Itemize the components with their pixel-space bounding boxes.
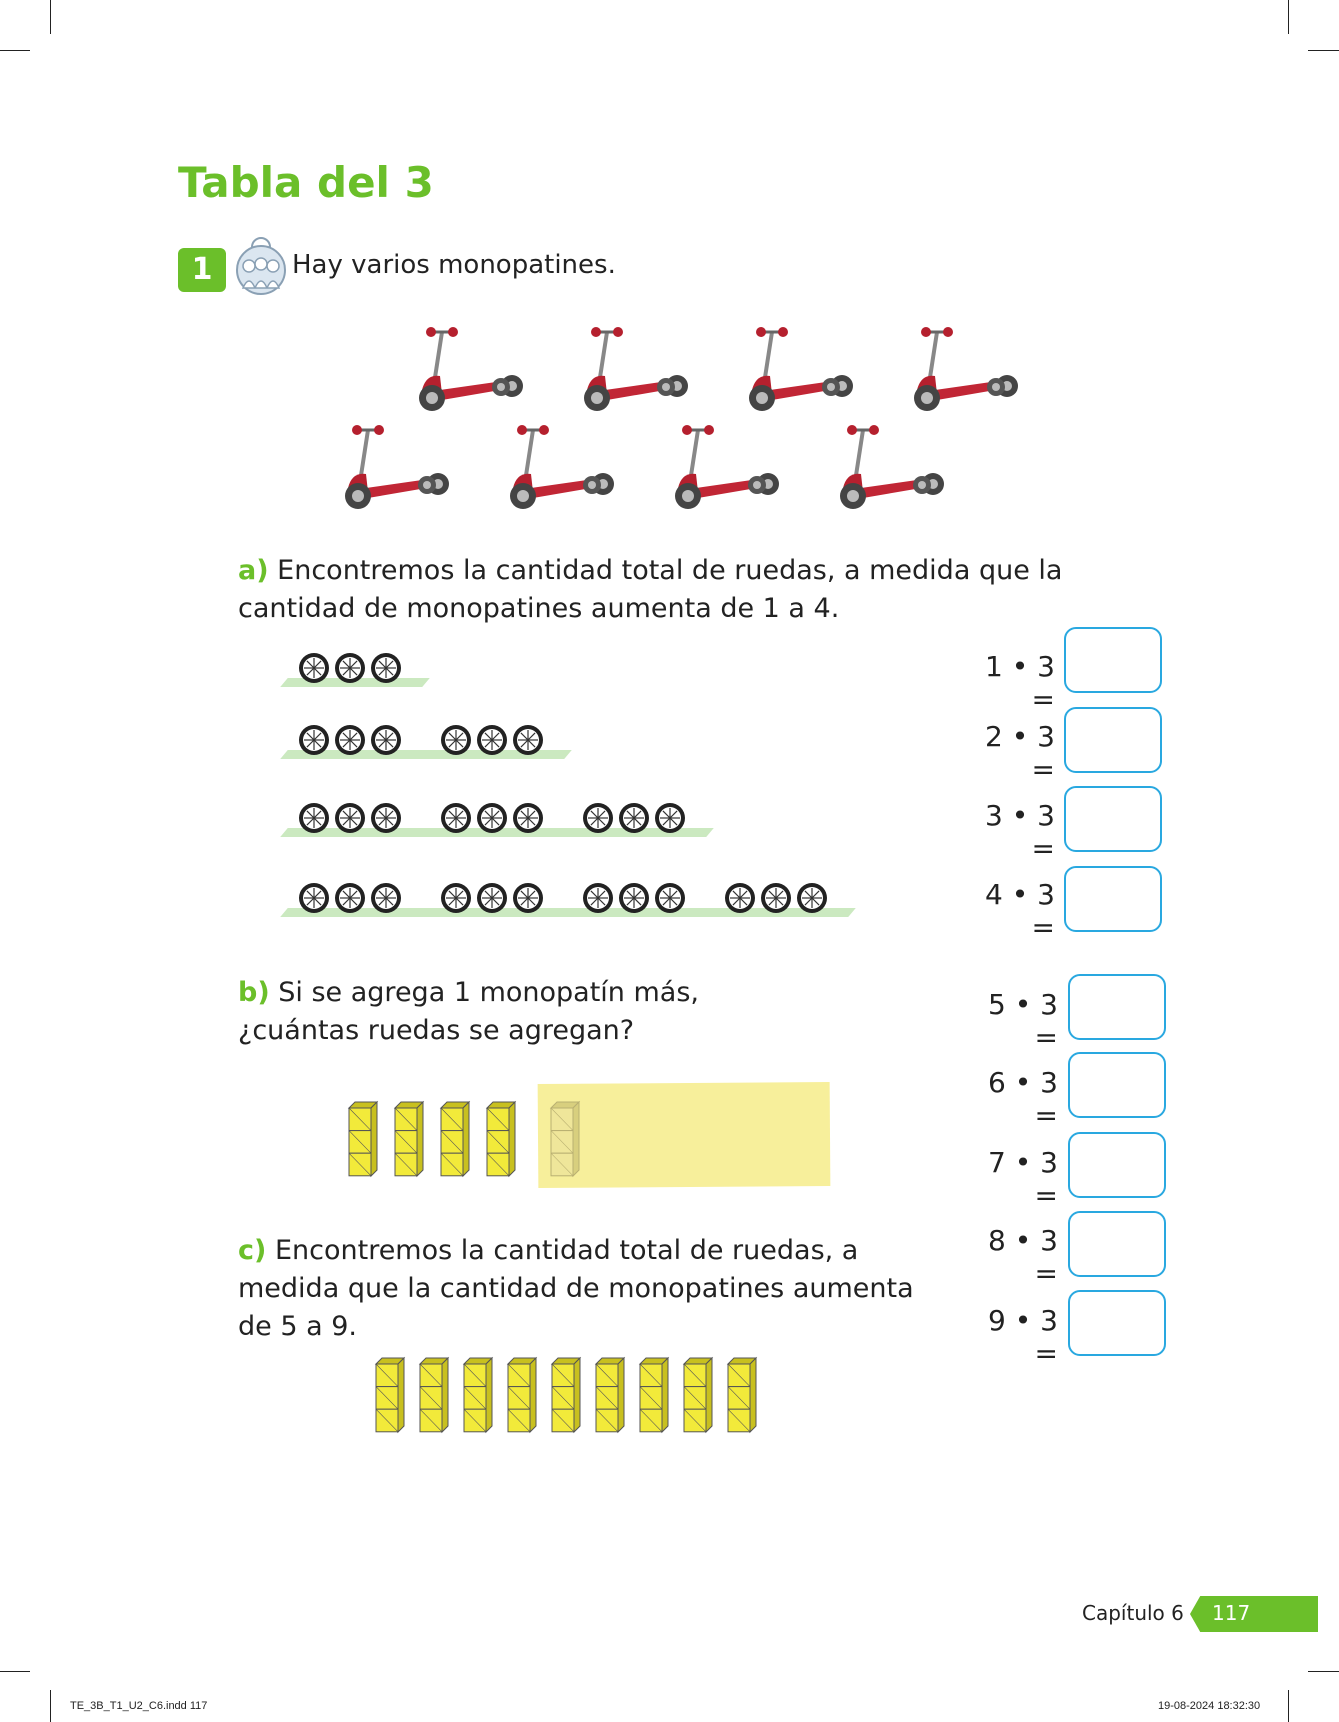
highlight-area	[538, 1082, 831, 1188]
wheel-group	[582, 882, 686, 918]
scooter-icon	[840, 425, 944, 509]
crop-mark	[50, 1690, 51, 1722]
wheel-icon	[760, 882, 792, 918]
question-b	[238, 974, 758, 1050]
answer-box[interactable]	[1068, 974, 1166, 1040]
team-work-icon	[234, 236, 288, 296]
question-letter: a)	[238, 555, 269, 586]
wheel-group	[440, 724, 544, 760]
wheel-icon	[370, 724, 402, 760]
cube-tower	[592, 1356, 626, 1438]
crop-mark	[0, 1671, 30, 1672]
wheel-icon	[334, 882, 366, 918]
exercise-number-badge: 1	[178, 248, 226, 292]
equation-label: 7 • 3 =	[988, 1146, 1058, 1212]
question-text: Encontremos la cantidad total de ruedas, a medida que la cantidad de monopatines aumenta de 5 a 9.	[238, 1235, 914, 1342]
wheel-icon	[618, 802, 650, 838]
wheel-icon	[512, 802, 544, 838]
wheel-icon	[618, 882, 650, 918]
wheel-group	[582, 802, 686, 838]
question-text: Si se agrega 1 monopatín más, ¿cuántas ruedas se agregan?	[238, 977, 699, 1046]
equation-label: 9 • 3 =	[988, 1304, 1058, 1370]
file-slug: TE_3B_T1_U2_C6.indd 117	[70, 1700, 208, 1712]
wheel-icon	[654, 802, 686, 838]
date-slug: 19-08-2024 18:32:30	[1158, 1700, 1261, 1712]
question-letter: c)	[238, 1235, 267, 1266]
equation-label: 8 • 3 =	[988, 1224, 1058, 1290]
wheel-icon	[298, 724, 330, 760]
crop-mark	[1288, 1690, 1289, 1722]
scooter-icon	[419, 327, 523, 411]
scooter-icon	[675, 425, 779, 509]
cube-tower	[372, 1356, 406, 1438]
wheel-icon	[440, 882, 472, 918]
wheel-icon	[334, 724, 366, 760]
question-letter: b)	[238, 977, 270, 1008]
crop-mark	[1288, 0, 1289, 34]
cube-tower	[416, 1356, 450, 1438]
wheel-icon	[440, 724, 472, 760]
answer-box[interactable]	[1068, 1290, 1166, 1356]
wheel-icon	[476, 724, 508, 760]
wheel-icon	[334, 802, 366, 838]
wheel-group	[440, 802, 544, 838]
wheel-icon	[370, 882, 402, 918]
wheel-group	[440, 882, 544, 918]
answer-box[interactable]	[1068, 1211, 1166, 1277]
answer-box[interactable]	[1068, 1052, 1166, 1118]
equation-label: 4 • 3 =	[985, 878, 1055, 944]
page-number-tab	[1190, 1596, 1318, 1632]
cube-tower	[345, 1100, 379, 1182]
answer-box[interactable]	[1068, 1132, 1166, 1198]
equation-label: 1 • 3 =	[985, 650, 1055, 716]
crop-mark	[50, 0, 51, 34]
question-text: Encontremos la cantidad total de ruedas, a medida que la cantidad de monopatines aumenta de 1 a 4.	[238, 555, 1063, 624]
scooter-icon	[345, 425, 449, 509]
cube-towers-b	[345, 1100, 581, 1182]
crop-mark	[0, 50, 30, 51]
wheel-group	[724, 882, 828, 918]
cube-tower	[391, 1100, 425, 1182]
wheel-icon	[512, 882, 544, 918]
equation-label: 2 • 3 =	[985, 720, 1055, 786]
wheel-group	[298, 652, 402, 688]
cube-tower-faded	[547, 1100, 581, 1182]
wheel-icon	[334, 652, 366, 688]
wheel-icon	[298, 882, 330, 918]
chapter-label: Capítulo 6	[1082, 1601, 1184, 1625]
wheel-icon	[370, 652, 402, 688]
equation-label: 3 • 3 =	[985, 799, 1055, 865]
scooter-icon	[914, 327, 1018, 411]
question-a	[238, 552, 1178, 628]
wheel-icon	[654, 882, 686, 918]
wheel-icon	[476, 802, 508, 838]
cube-towers-c	[372, 1356, 758, 1438]
wheel-icon	[512, 724, 544, 760]
wheel-icon	[724, 882, 756, 918]
wheel-icon	[440, 802, 472, 838]
cube-tower	[460, 1356, 494, 1438]
cube-tower	[548, 1356, 582, 1438]
wheel-icon	[370, 802, 402, 838]
crop-mark	[1308, 1671, 1339, 1672]
answer-box[interactable]	[1064, 707, 1162, 773]
answer-box[interactable]	[1064, 866, 1162, 932]
scooters-illustration	[330, 318, 1040, 518]
equation-label: 6 • 3 =	[988, 1066, 1058, 1132]
cube-tower	[504, 1356, 538, 1438]
wheel-icon	[582, 882, 614, 918]
wheel-group	[298, 882, 402, 918]
cube-tower	[680, 1356, 714, 1438]
wheel-icon	[298, 652, 330, 688]
page-title: Tabla del 3	[178, 158, 434, 207]
page-number: 117	[1212, 1601, 1251, 1625]
answer-box[interactable]	[1064, 786, 1162, 852]
wheel-icon	[582, 802, 614, 838]
wheel-icon	[796, 882, 828, 918]
wheel-icon	[298, 802, 330, 838]
equation-label: 5 • 3 =	[988, 988, 1058, 1054]
scooter-icon	[584, 327, 688, 411]
scooter-icon	[510, 425, 614, 509]
wheel-group	[298, 802, 402, 838]
question-c	[238, 1232, 938, 1346]
exercise-intro: Hay varios monopatines.	[292, 250, 616, 280]
answer-box[interactable]	[1064, 627, 1162, 693]
cube-tower	[636, 1356, 670, 1438]
cube-tower	[437, 1100, 471, 1182]
wheel-icon	[476, 882, 508, 918]
wheel-group	[298, 724, 402, 760]
cube-tower	[483, 1100, 517, 1182]
cube-tower	[724, 1356, 758, 1438]
scooter-icon	[749, 327, 853, 411]
crop-mark	[1308, 50, 1339, 51]
